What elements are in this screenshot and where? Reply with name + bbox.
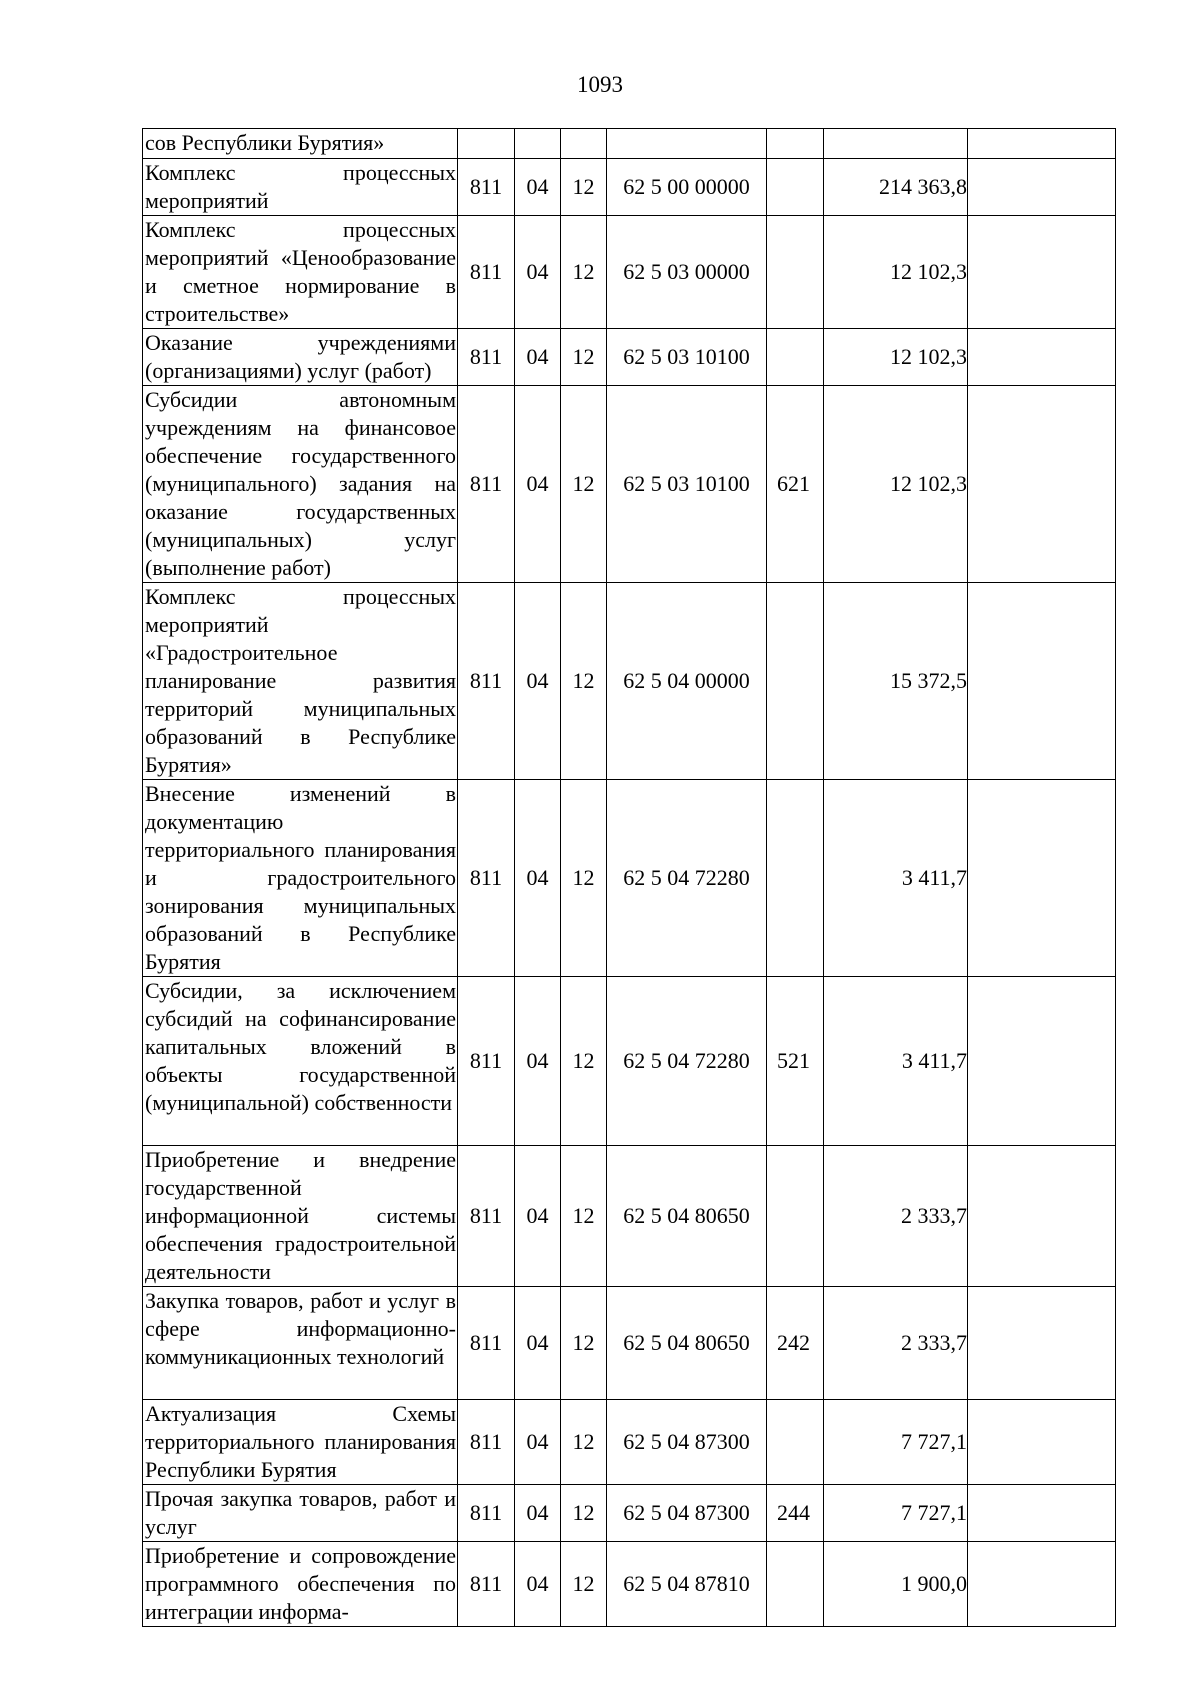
- subsection-cell: [561, 129, 607, 159]
- ved-cell: 811: [458, 780, 515, 977]
- amount-cell: 15 372,5: [824, 583, 968, 780]
- empty-cell: [968, 129, 1116, 159]
- section-cell: 04: [515, 216, 561, 329]
- empty-cell: [968, 1146, 1116, 1287]
- ved-cell: 811: [458, 159, 515, 216]
- table-row: [143, 216, 1116, 329]
- row-name: Закупка товаров, работ и услуг в сфере информационно-коммуникационных технологий: [143, 1287, 458, 1400]
- ved-cell: 811: [458, 977, 515, 1146]
- section-cell: 04: [515, 1400, 561, 1485]
- expense-type-cell: 521: [767, 977, 824, 1146]
- empty-cell: [968, 780, 1116, 977]
- ved-cell: 811: [458, 1542, 515, 1627]
- amount-cell: 7 727,1: [824, 1485, 968, 1542]
- target-code-cell: 62 5 04 72280: [607, 780, 767, 977]
- subsection-cell: 12: [561, 583, 607, 780]
- section-cell: 04: [515, 1287, 561, 1400]
- table-row: [143, 1485, 1116, 1542]
- target-code-cell: 62 5 04 87810: [607, 1542, 767, 1627]
- target-code-cell: 62 5 03 10100: [607, 329, 767, 386]
- target-code-cell: 62 5 04 87300: [607, 1485, 767, 1542]
- table-row: [143, 583, 1116, 780]
- table-row: [143, 329, 1116, 386]
- subsection-cell: 12: [561, 1485, 607, 1542]
- subsection-cell: 12: [561, 159, 607, 216]
- row-name: сов Республики Бурятия»: [143, 129, 458, 159]
- empty-cell: [968, 159, 1116, 216]
- row-name: Субсидии, за исключением субсидий на софинансирование капитальных вложений в объекты государственной (муниципальной) собственности: [143, 977, 458, 1146]
- subsection-cell: 12: [561, 1287, 607, 1400]
- page-number: 1093: [577, 72, 623, 97]
- subsection-cell: 12: [561, 216, 607, 329]
- table-row: [143, 386, 1116, 583]
- table-row: [143, 1287, 1116, 1400]
- row-name: Внесение изменений в документацию территориального планирования и градостроительного зонирования муниципальных образований в Республике Бурятия: [143, 780, 458, 977]
- target-code-cell: [607, 129, 767, 159]
- row-name: Оказание учреждениями (организациями) услуг (работ): [143, 329, 458, 386]
- table-row: [143, 129, 1116, 159]
- amount-cell: 12 102,3: [824, 329, 968, 386]
- amount-cell: 12 102,3: [824, 386, 968, 583]
- section-cell: 04: [515, 583, 561, 780]
- section-cell: 04: [515, 386, 561, 583]
- expense-type-cell: [767, 780, 824, 977]
- subsection-cell: 12: [561, 1146, 607, 1287]
- empty-cell: [968, 1400, 1116, 1485]
- empty-cell: [968, 386, 1116, 583]
- empty-cell: [968, 977, 1116, 1146]
- table-row: [143, 977, 1116, 1146]
- ved-cell: 811: [458, 1400, 515, 1485]
- section-cell: 04: [515, 159, 561, 216]
- target-code-cell: 62 5 04 80650: [607, 1287, 767, 1400]
- expense-type-cell: 242: [767, 1287, 824, 1400]
- expense-type-cell: [767, 129, 824, 159]
- expense-type-cell: [767, 1146, 824, 1287]
- expense-type-cell: 244: [767, 1485, 824, 1542]
- target-code-cell: 62 5 04 72280: [607, 977, 767, 1146]
- empty-cell: [968, 1542, 1116, 1627]
- amount-cell: 7 727,1: [824, 1400, 968, 1485]
- table-row: [143, 1146, 1116, 1287]
- target-code-cell: 62 5 04 80650: [607, 1146, 767, 1287]
- row-name: Комплекс процессных мероприятий: [143, 159, 458, 216]
- row-name: Комплекс процессных мероприятий «Ценообразование и сметное нормирование в строительстве»: [143, 216, 458, 329]
- ved-cell: [458, 129, 515, 159]
- ved-cell: 811: [458, 583, 515, 780]
- amount-cell: 2 333,7: [824, 1287, 968, 1400]
- target-code-cell: 62 5 04 00000: [607, 583, 767, 780]
- target-code-cell: 62 5 03 10100: [607, 386, 767, 583]
- empty-cell: [968, 216, 1116, 329]
- expense-type-cell: [767, 329, 824, 386]
- ved-cell: 811: [458, 1287, 515, 1400]
- empty-cell: [968, 1485, 1116, 1542]
- amount-cell: [824, 129, 968, 159]
- section-cell: 04: [515, 977, 561, 1146]
- amount-cell: 2 333,7: [824, 1146, 968, 1287]
- expense-type-cell: 621: [767, 386, 824, 583]
- expense-type-cell: [767, 216, 824, 329]
- subsection-cell: 12: [561, 780, 607, 977]
- row-name: Приобретение и сопровождение программного обеспечения по интеграции информа-: [143, 1542, 458, 1627]
- ved-cell: 811: [458, 329, 515, 386]
- row-name: Актуализация Схемы территориального планирования Республики Бурятия: [143, 1400, 458, 1485]
- target-code-cell: 62 5 03 00000: [607, 216, 767, 329]
- budget-table: [142, 128, 1116, 1627]
- section-cell: 04: [515, 1542, 561, 1627]
- target-code-cell: 62 5 00 00000: [607, 159, 767, 216]
- amount-cell: 12 102,3: [824, 216, 968, 329]
- row-name: Прочая закупка товаров, работ и услуг: [143, 1485, 458, 1542]
- amount-cell: 3 411,7: [824, 977, 968, 1146]
- target-code-cell: 62 5 04 87300: [607, 1400, 767, 1485]
- subsection-cell: 12: [561, 977, 607, 1146]
- ved-cell: 811: [458, 1485, 515, 1542]
- ved-cell: 811: [458, 1146, 515, 1287]
- amount-cell: 3 411,7: [824, 780, 968, 977]
- table-row: [143, 1542, 1116, 1627]
- expense-type-cell: [767, 159, 824, 216]
- empty-cell: [968, 1287, 1116, 1400]
- subsection-cell: 12: [561, 1400, 607, 1485]
- section-cell: [515, 129, 561, 159]
- row-name: Комплекс процессных мероприятий «Градостроительное планирование развития территорий муниципальных образований в Республике Бурятия»: [143, 583, 458, 780]
- ved-cell: 811: [458, 386, 515, 583]
- section-cell: 04: [515, 329, 561, 386]
- empty-cell: [968, 329, 1116, 386]
- section-cell: 04: [515, 780, 561, 977]
- table-row: [143, 780, 1116, 977]
- row-name: Приобретение и внедрение государственной информационной системы обеспечения градостроительной деятельности: [143, 1146, 458, 1287]
- expense-type-cell: [767, 1542, 824, 1627]
- expense-type-cell: [767, 1400, 824, 1485]
- ved-cell: 811: [458, 216, 515, 329]
- empty-cell: [968, 583, 1116, 780]
- amount-cell: 214 363,8: [824, 159, 968, 216]
- table-row: [143, 159, 1116, 216]
- subsection-cell: 12: [561, 329, 607, 386]
- section-cell: 04: [515, 1146, 561, 1287]
- row-name: Субсидии автономным учреждениям на финансовое обеспечение государственного (муниципального) задания на оказание государственных (муниципальных) услуг (выполнение работ): [143, 386, 458, 583]
- section-cell: 04: [515, 1485, 561, 1542]
- subsection-cell: 12: [561, 1542, 607, 1627]
- amount-cell: 1 900,0: [824, 1542, 968, 1627]
- table-row: [143, 1400, 1116, 1485]
- subsection-cell: 12: [561, 386, 607, 583]
- expense-type-cell: [767, 583, 824, 780]
